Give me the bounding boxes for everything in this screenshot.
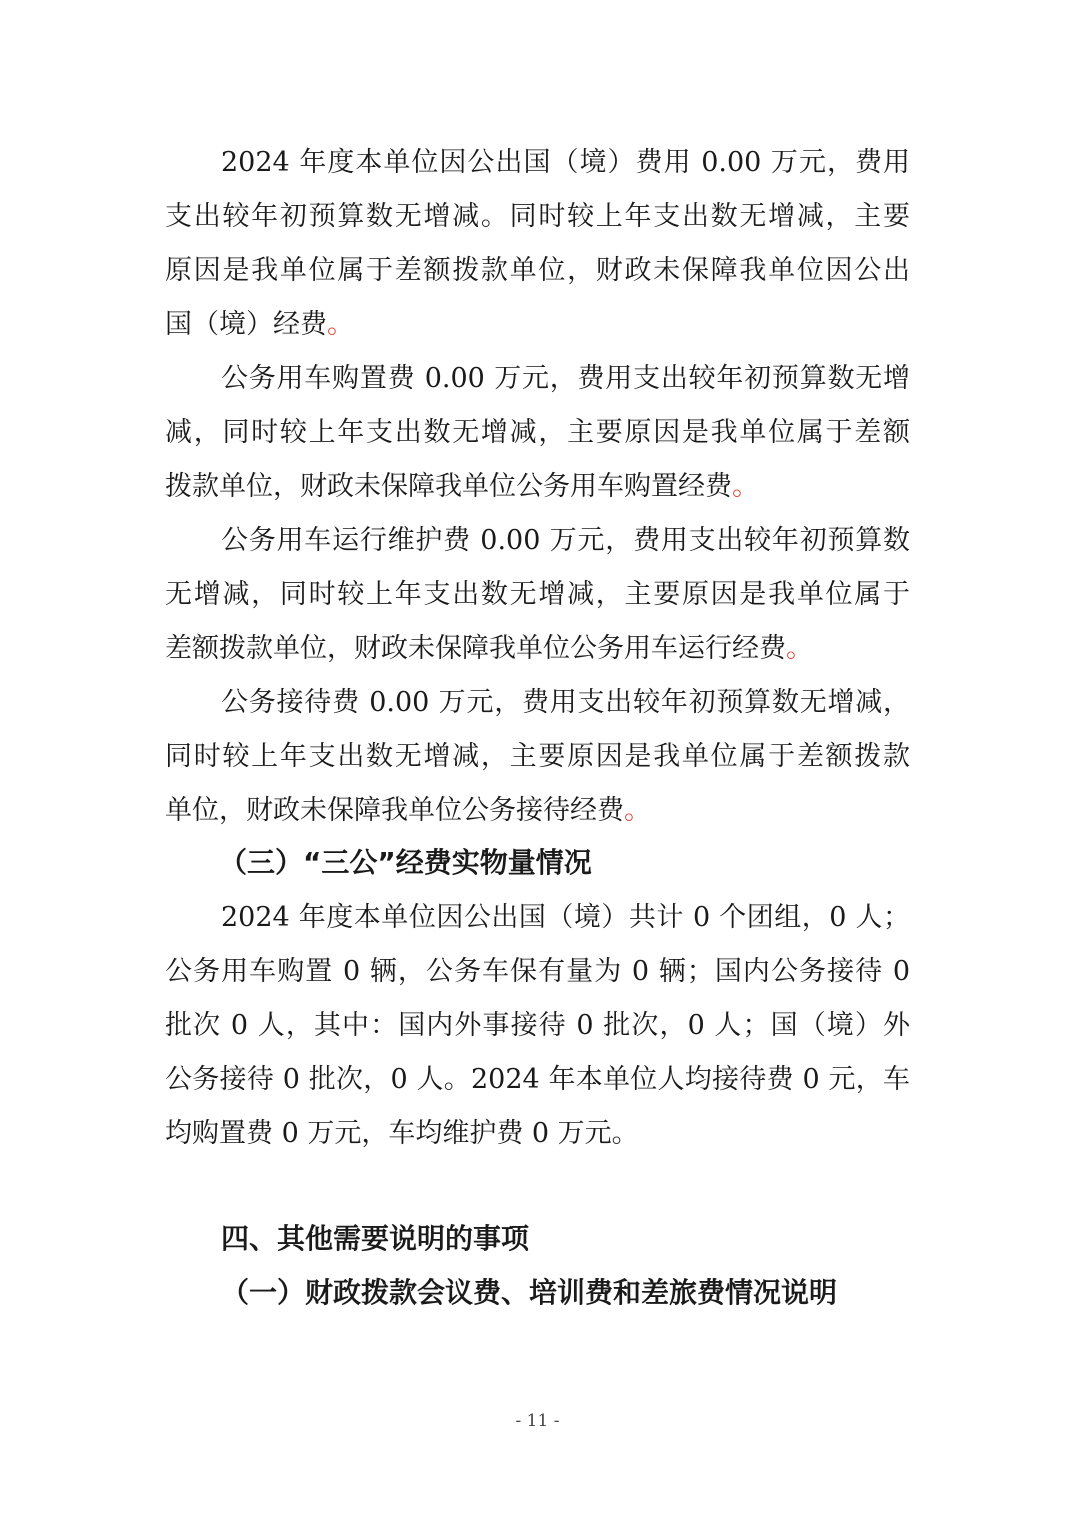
paragraph-line: 原因是我单位属于差额拨款单位，财政未保障我单位因公出: [165, 255, 910, 286]
paragraph-line: 公务用车购置 0 辆，公务车保有量为 0 辆；国内公务接待 0: [165, 956, 910, 987]
red-period-mark: 。: [732, 471, 759, 502]
paragraph-text: 差额拨款单位，财政未保障我单位公务用车运行经费: [165, 633, 786, 664]
paragraph-line: [165, 305, 910, 345]
paragraph-line: [165, 467, 910, 507]
paragraph-line: 支出较年初预算数无增减。同时较上年支出数无增减，主要: [165, 201, 910, 232]
paragraph-line: 公务用车运行维护费 0.00 万元，费用支出较年初预算数: [221, 525, 910, 556]
paragraph-line: 公务接待 0 批次，0 人。2024 年本单位人均接待费 0 元，车: [165, 1064, 910, 1095]
paragraph-line: 同时较上年支出数无增减，主要原因是我单位属于差额拨款: [165, 741, 910, 772]
paragraph-text: 国（境）经费: [165, 309, 327, 340]
subsection-heading: （三）“三公”经费实物量情况: [219, 846, 592, 879]
paragraph-line: 公务接待费 0.00 万元，费用支出较年初预算数无增减，: [221, 687, 910, 718]
page-number: - 11 -: [515, 1411, 560, 1431]
section-heading: 四、其他需要说明的事项: [221, 1222, 530, 1255]
paragraph-line: [165, 791, 910, 831]
paragraph-text: 拨款单位，财政未保障我单位公务用车购置经费: [165, 471, 732, 502]
paragraph-line: 2024 年度本单位因公出国（境）费用 0.00 万元，费用: [221, 147, 910, 178]
red-period-mark: 。: [327, 309, 354, 340]
paragraph-line: 公务用车购置费 0.00 万元，费用支出较年初预算数无增: [221, 363, 910, 394]
paragraph-line: 减，同时较上年支出数无增减，主要原因是我单位属于差额: [165, 417, 910, 448]
paragraph-line: 2024 年度本单位因公出国（境）共计 0 个团组，0 人；: [221, 902, 910, 933]
paragraph-text: 单位，财政未保障我单位公务接待经费: [165, 795, 624, 826]
red-period-mark: 。: [786, 633, 813, 664]
paragraph-line: 均购置费 0 万元，车均维护费 0 万元。: [165, 1118, 639, 1149]
subsection-heading: （一）财政拨款会议费、培训费和差旅费情况说明: [221, 1276, 838, 1309]
paragraph-line: 批次 0 人，其中：国内外事接待 0 批次，0 人；国（境）外: [165, 1010, 910, 1041]
paragraph-line: [165, 629, 910, 669]
red-period-mark: 。: [624, 795, 651, 826]
paragraph-line: 无增减，同时较上年支出数无增减，主要原因是我单位属于: [165, 579, 910, 610]
